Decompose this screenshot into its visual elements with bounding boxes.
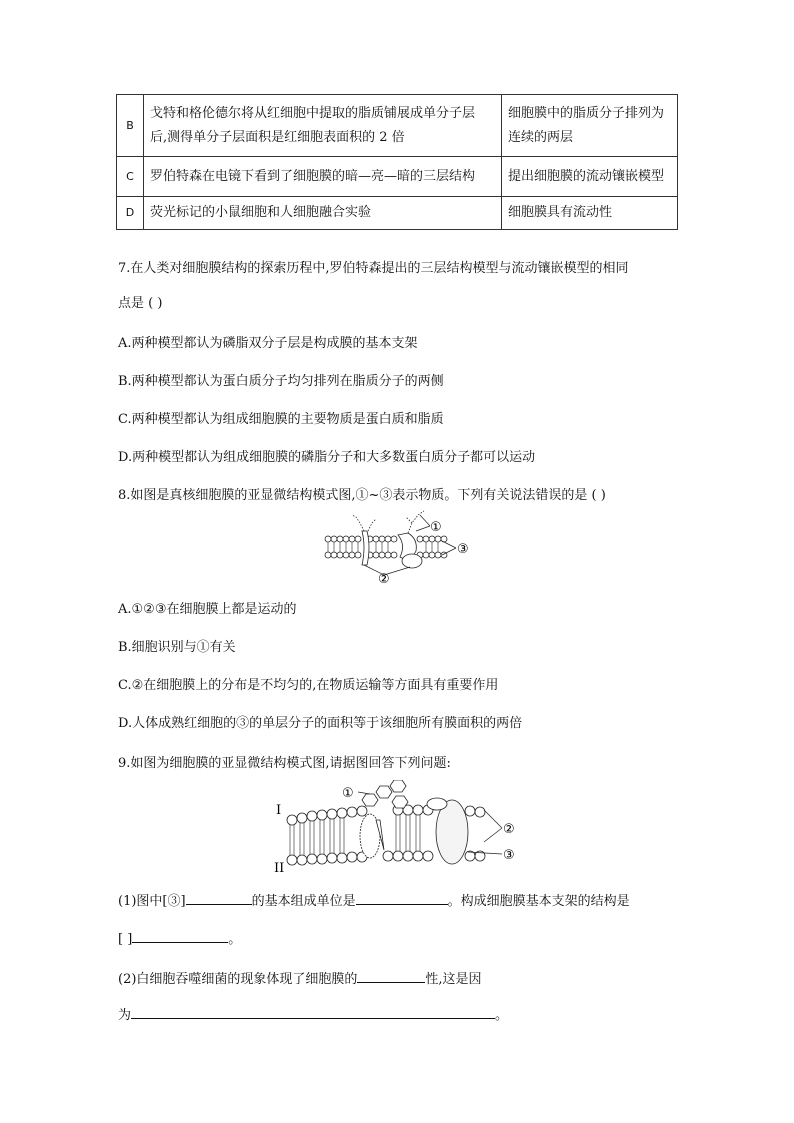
q9-part1-text: 。构成细胞膜基本支架的结构是 [447, 894, 630, 909]
row-description [144, 95, 502, 157]
q8-option-d: D.人体成熟红细胞的③的单层分子的面积等于该细胞所有膜面积的两倍 [118, 716, 523, 731]
q7-option-c: C.两种模型都认为组成细胞膜的主要物质是蛋白质和脂质 [118, 412, 444, 427]
row-description: 罗伯特森在电镜下看到了细胞膜的暗—亮—暗的三层结构 [144, 157, 502, 197]
row-description: 荧光标记的小鼠细胞和人细胞融合实验 [144, 197, 502, 230]
q8-stem: 8.如图是真核细胞膜的亚显微结构模式图,①~③表示物质。下列有关说法错误的是 ( ) [118, 488, 606, 503]
row-conclusion [502, 95, 678, 157]
row-text-line: 戈特和格伦德尔将从红细胞中提取的脂质铺展成单分子层 [150, 105, 476, 121]
peripheral-protein [402, 554, 422, 568]
glycoprotein-chains [352, 511, 424, 533]
q8-option-c: C.②在细胞膜上的分布是不均匀的,在物质运输等方面具有重要作用 [118, 678, 499, 693]
answer-blank[interactable] [186, 890, 252, 905]
q9-part2-text: 性,这是因 [425, 972, 482, 987]
row-conclusion: 细胞膜具有流动性 [502, 197, 678, 230]
q9-part2-text: 为 [118, 1008, 132, 1023]
q9-part2-line2 [118, 1004, 508, 1023]
row-result-line: 细胞膜中的脂质分子排列为 [508, 105, 665, 121]
phospholipid-tails [290, 815, 420, 855]
q9-part2-text: (2)白细胞吞噬细菌的现象体现了细胞膜的 [118, 972, 358, 987]
q7-stem-line2: 点是 ( ) [118, 296, 163, 311]
q7-option-a: A.两种模型都认为磷脂双分子层是构成膜的基本支架 [118, 336, 418, 351]
row-text-line: 后,测得单分子层面积是红细胞表面积的 2 倍 [150, 129, 405, 145]
options-table [116, 94, 678, 230]
label-2: ② [503, 822, 515, 837]
answer-blank[interactable] [132, 928, 228, 943]
row-label: C [117, 157, 144, 197]
phospholipid-tails [328, 542, 438, 552]
answer-blank[interactable] [357, 968, 425, 983]
answer-blank[interactable] [131, 1004, 495, 1019]
q8-option-a: A.①②③在细胞膜上都是运动的 [118, 602, 297, 617]
q8-option-b: B.细胞识别与①有关 [118, 640, 236, 655]
q9-part2-line1 [118, 968, 482, 987]
surface-protein [427, 798, 447, 810]
label-1: ① [430, 520, 442, 535]
table-row [117, 95, 678, 157]
membrane-figure-q8 [320, 505, 480, 585]
q7-option-d: D.两种模型都认为组成细胞膜的磷脂分子和大多数蛋白质分子都可以运动 [118, 450, 536, 465]
q9-part1-text: 。 [228, 932, 242, 947]
q9-part1-text: 的基本组成单位是 [251, 894, 356, 909]
q9-part1-line1 [118, 890, 630, 909]
label-3: ③ [457, 542, 469, 557]
label-1: ① [342, 786, 354, 801]
q7-stem-line1: 7.在人类对细胞膜结构的探索历程中,罗伯特森提出的三层结构模型与流动镶嵌模型的相同 [118, 261, 629, 276]
phospholipid-heads-bottom [325, 552, 447, 558]
q9-part2-text: 。 [495, 1008, 509, 1023]
answer-blank[interactable] [356, 890, 448, 905]
table-row [117, 197, 678, 230]
q9-part1-text: (1)图中[③] [118, 894, 186, 909]
row-label: D [117, 197, 144, 230]
row-result-line: 连续的两层 [508, 129, 574, 145]
membrane-figure-q9 [270, 780, 530, 876]
row-conclusion: 提出细胞膜的流动镶嵌模型 [502, 157, 678, 197]
q9-stem: 9.如图为细胞膜的亚显微结构模式图,请据图回答下列问题: [118, 756, 451, 771]
q9-part1-line2 [118, 928, 241, 947]
q7-option-b: B.两种模型都认为蛋白质分子均匀排列在脂质分子的两侧 [118, 374, 444, 389]
label-2: ② [378, 572, 390, 585]
row-label: B [117, 95, 144, 157]
label-3: ③ [503, 848, 515, 863]
bracket-answer: [ ] [118, 932, 133, 947]
side-label-I: I [276, 803, 282, 818]
transmembrane-protein [362, 531, 369, 565]
phospholipid-heads-top [325, 536, 447, 542]
side-label-II: II [274, 861, 285, 876]
table-row [117, 157, 678, 197]
